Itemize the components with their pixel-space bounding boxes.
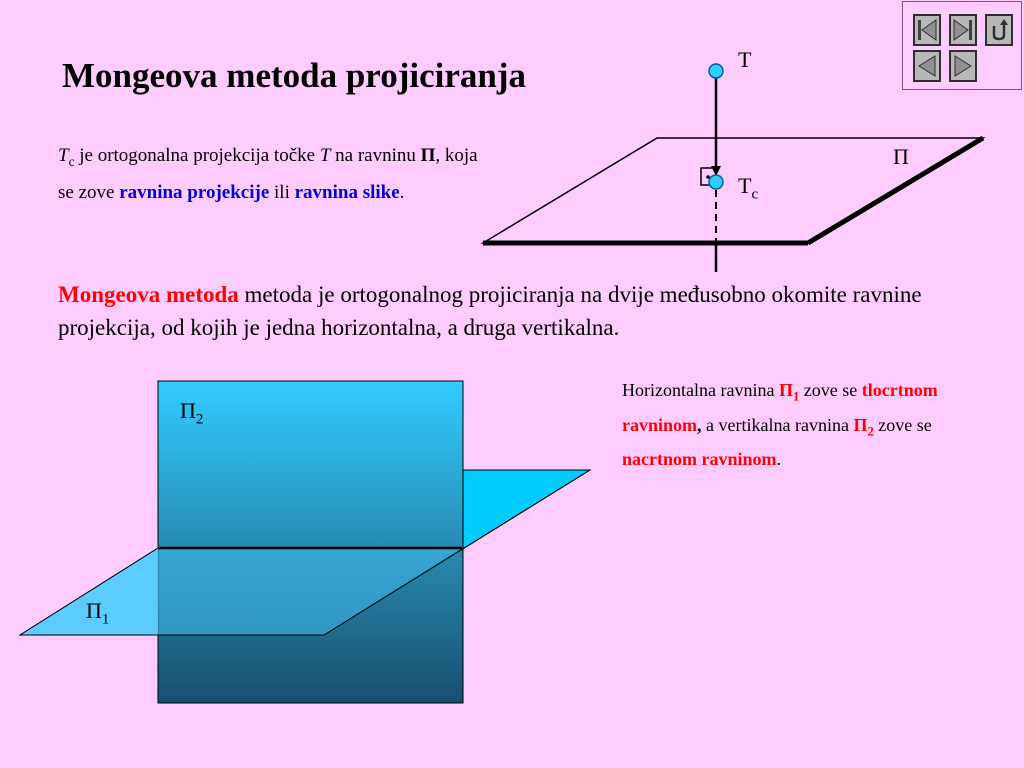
para1-text-4: ili [269, 181, 295, 203]
next-triangle-icon [951, 52, 975, 80]
para3-text-2: zove se [799, 380, 862, 400]
plane-pi2-label [180, 398, 203, 428]
previous-slide-button[interactable] [913, 50, 941, 82]
para3-text-1: Horizontalna ravnina [622, 380, 779, 400]
plane-pi2-label-main: Π [180, 398, 196, 423]
term-monge-method: Mongeova metoda [58, 282, 239, 307]
point-tc-label-sub: c [751, 186, 759, 203]
term-projection-plane: ravnina projekcije [119, 181, 270, 203]
para3-text-5: . [776, 449, 781, 470]
page-title: Mongeova metoda projiciranja [62, 56, 527, 95]
point-tc-label-main: T [738, 173, 752, 198]
pi2-symbol-sub: 2 [867, 424, 874, 439]
point-tc [709, 175, 723, 189]
term-image-plane: ravnina slike [294, 181, 400, 203]
monge-definition [58, 278, 998, 344]
plane-pi1-label-sub: 1 [101, 611, 110, 628]
pi1-symbol-sub: 1 [792, 389, 800, 404]
point-t [709, 64, 723, 78]
plane-pi1-label [86, 598, 109, 628]
point-t-label: T [738, 47, 752, 72]
pi1-symbol-main: Π [778, 380, 793, 400]
point-t-ref: T [58, 145, 69, 166]
pi2-symbol-main: Π [853, 414, 868, 435]
para1-text-1: je ortogonalna projekcija točke [74, 145, 320, 166]
skip-to-first-icon [915, 16, 939, 44]
intro-paragraph [58, 140, 488, 208]
next-slide-button[interactable] [949, 50, 977, 82]
plane-pi2-vertical [158, 381, 463, 703]
point-t-ref-2: T [319, 145, 331, 166]
pi2-symbol [853, 414, 874, 439]
para1-text-5: . [399, 181, 405, 203]
para1-text-2: na ravninu [330, 145, 421, 166]
point-tc-label [738, 173, 758, 203]
para3-text-4: zove se [873, 414, 932, 435]
term-elevation-plane: nacrtnom ravninom [622, 449, 777, 470]
subscript-c: c [68, 153, 75, 169]
return-button[interactable] [985, 14, 1013, 46]
first-slide-button[interactable] [913, 14, 941, 46]
plane-pi-ref: Π [420, 145, 436, 166]
plane-pi1-label-main: Π [86, 598, 102, 623]
previous-triangle-icon [915, 52, 939, 80]
last-slide-button[interactable] [949, 14, 977, 46]
para3-comma: , [697, 414, 702, 435]
skip-to-last-icon [951, 16, 975, 44]
return-arrow-icon [987, 16, 1011, 44]
para3-text-3: a vertikalna ravnina [701, 414, 854, 435]
slide-navigation [902, 1, 1022, 90]
plane-pi2-label-sub: 2 [195, 411, 204, 428]
pi1-symbol [778, 380, 800, 404]
plane-pi-label: Π [893, 144, 909, 169]
term-floor-plane: tlocrtnom ravninom [622, 380, 938, 435]
two-planes-diagram [15, 375, 595, 710]
para1-text-3: , koja se zove [58, 145, 478, 203]
para2-text: metoda je ortogonalnog projiciranja na dvije međusobno okomite ravnine projekcija, od kojih je jedna horizontalna, a druga vertikalna. [58, 282, 922, 340]
planes-naming-paragraph [622, 376, 962, 473]
